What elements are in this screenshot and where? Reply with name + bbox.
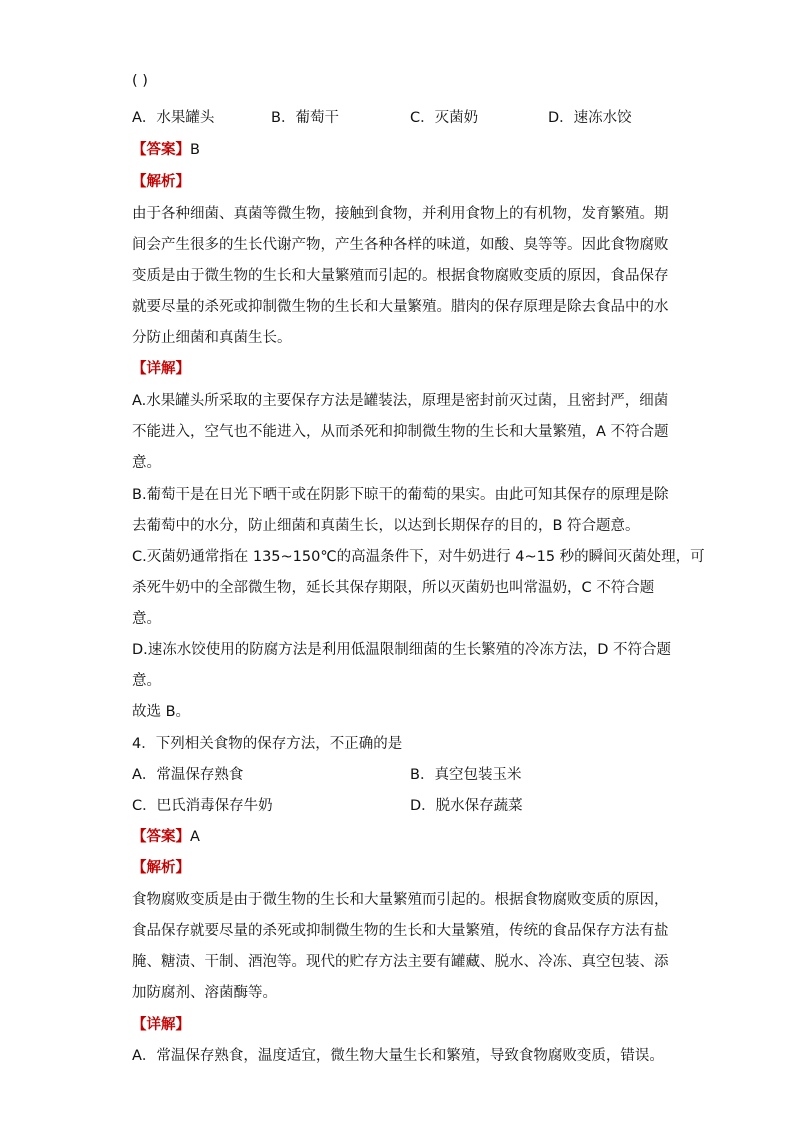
answer-tag: 【答案】	[132, 142, 190, 158]
q4-option-d: D．脱水保存蔬菜	[410, 798, 523, 814]
analysis-line: 食物腐败变质是由于微生物的生长和大量繁殖而引起的。根据食物腐败变质的原因，	[132, 892, 669, 908]
detail-line: C.灭菌奶通常指在 135~150℃的高温条件下，对牛奶进行 4~15 秒的瞬间灭菌处理，可	[132, 549, 705, 565]
answer-tag: 【答案】	[132, 829, 190, 845]
q3-option-d: D．速冻水饺	[548, 110, 632, 126]
detail-line: 意。	[132, 611, 161, 627]
detail-line: D.速冻水饺使用的防腐方法是利用低温限制细菌的生长繁殖的冷冻方法，D 不符合题	[132, 642, 672, 658]
q3-option-a: A．水果罐头	[132, 110, 215, 126]
analysis-line: 腌、糖渍、干制、酒泡等。现代的贮存方法主要有罐藏、脱水、冷冻、真空包装、添	[132, 954, 669, 970]
detail-line: A.水果罐头所采取的主要保存方法是罐装法，原理是密封前灭过菌，且密封严，细菌	[132, 393, 669, 409]
q3-options-row	[132, 108, 652, 128]
q4-options-row-1	[132, 765, 612, 785]
q4-option-b: B．真空包装玉米	[410, 767, 522, 783]
detail-line: B.葡萄干是在日光下晒干或在阴影下晾干的葡萄的果实。由此可知其保存的原理是除	[132, 487, 669, 503]
analysis-line: 分防止细菌和真菌生长。	[132, 330, 292, 346]
analysis-tag: 【解析】	[132, 860, 190, 876]
detail-line: 故选 B。	[132, 704, 191, 720]
detail-tag: 【详解】	[132, 361, 190, 377]
analysis-line: 食品保存就要尽量的杀死或抑制微生物的生长和大量繁殖，传统的食品保存方法有盐	[132, 923, 669, 939]
detail-tag: 【详解】	[132, 1017, 190, 1033]
answer-value: A	[190, 829, 200, 845]
q4-question: 4．下列相关食物的保存方法，不正确的是	[132, 736, 403, 752]
q4-option-c: C．巴氏消毒保存牛奶	[132, 798, 273, 814]
detail-line: 不能进入，空气也不能进入，从而杀死和抑制微生物的生长和大量繁殖，A 不符合题	[132, 424, 669, 440]
detail-line: 意。	[132, 455, 161, 471]
q4-options-row-2	[132, 796, 612, 816]
answer-bracket: ( )	[132, 73, 148, 89]
analysis-line: 由于各种细菌、真菌等微生物，接触到食物，并利用食物上的有机物，发育繁殖。期	[132, 206, 669, 222]
detail-line: 去葡萄中的水分，防止细菌和真菌生长，以达到长期保存的目的，B 符合题意。	[132, 518, 640, 534]
q3-option-b: B．葡萄干	[271, 110, 339, 126]
analysis-line: 间会产生很多的生长代谢产物，产生各种各样的味道，如酸、臭等等。因此食物腐败	[132, 237, 669, 253]
detail-line: 杀死牛奶中的全部微生物，延长其保存期限，所以灭菌奶也叫常温奶，C 不符合题	[132, 580, 655, 596]
analysis-line: 加防腐剂、溶菌酶等。	[132, 985, 277, 1001]
q3-option-c: C．灭菌奶	[410, 110, 479, 126]
analysis-tag: 【解析】	[132, 174, 190, 190]
q4-option-a: A．常温保存熟食	[132, 767, 244, 783]
q3-answer	[132, 140, 200, 160]
detail-line: A．常温保存熟食，温度适宜，微生物大量生长和繁殖，导致食物腐败变质，错误。	[132, 1048, 664, 1064]
detail-line: 意。	[132, 673, 161, 689]
analysis-line: 变质是由于微生物的生长和大量繁殖而引起的。根据食物腐败变质的原因，食品保存	[132, 268, 669, 284]
q4-answer	[132, 827, 200, 847]
analysis-line: 就要尽量的杀死或抑制微生物的生长和大量繁殖。腊肉的保存原理是除去食品中的水	[132, 299, 669, 315]
answer-value: B	[190, 142, 200, 158]
